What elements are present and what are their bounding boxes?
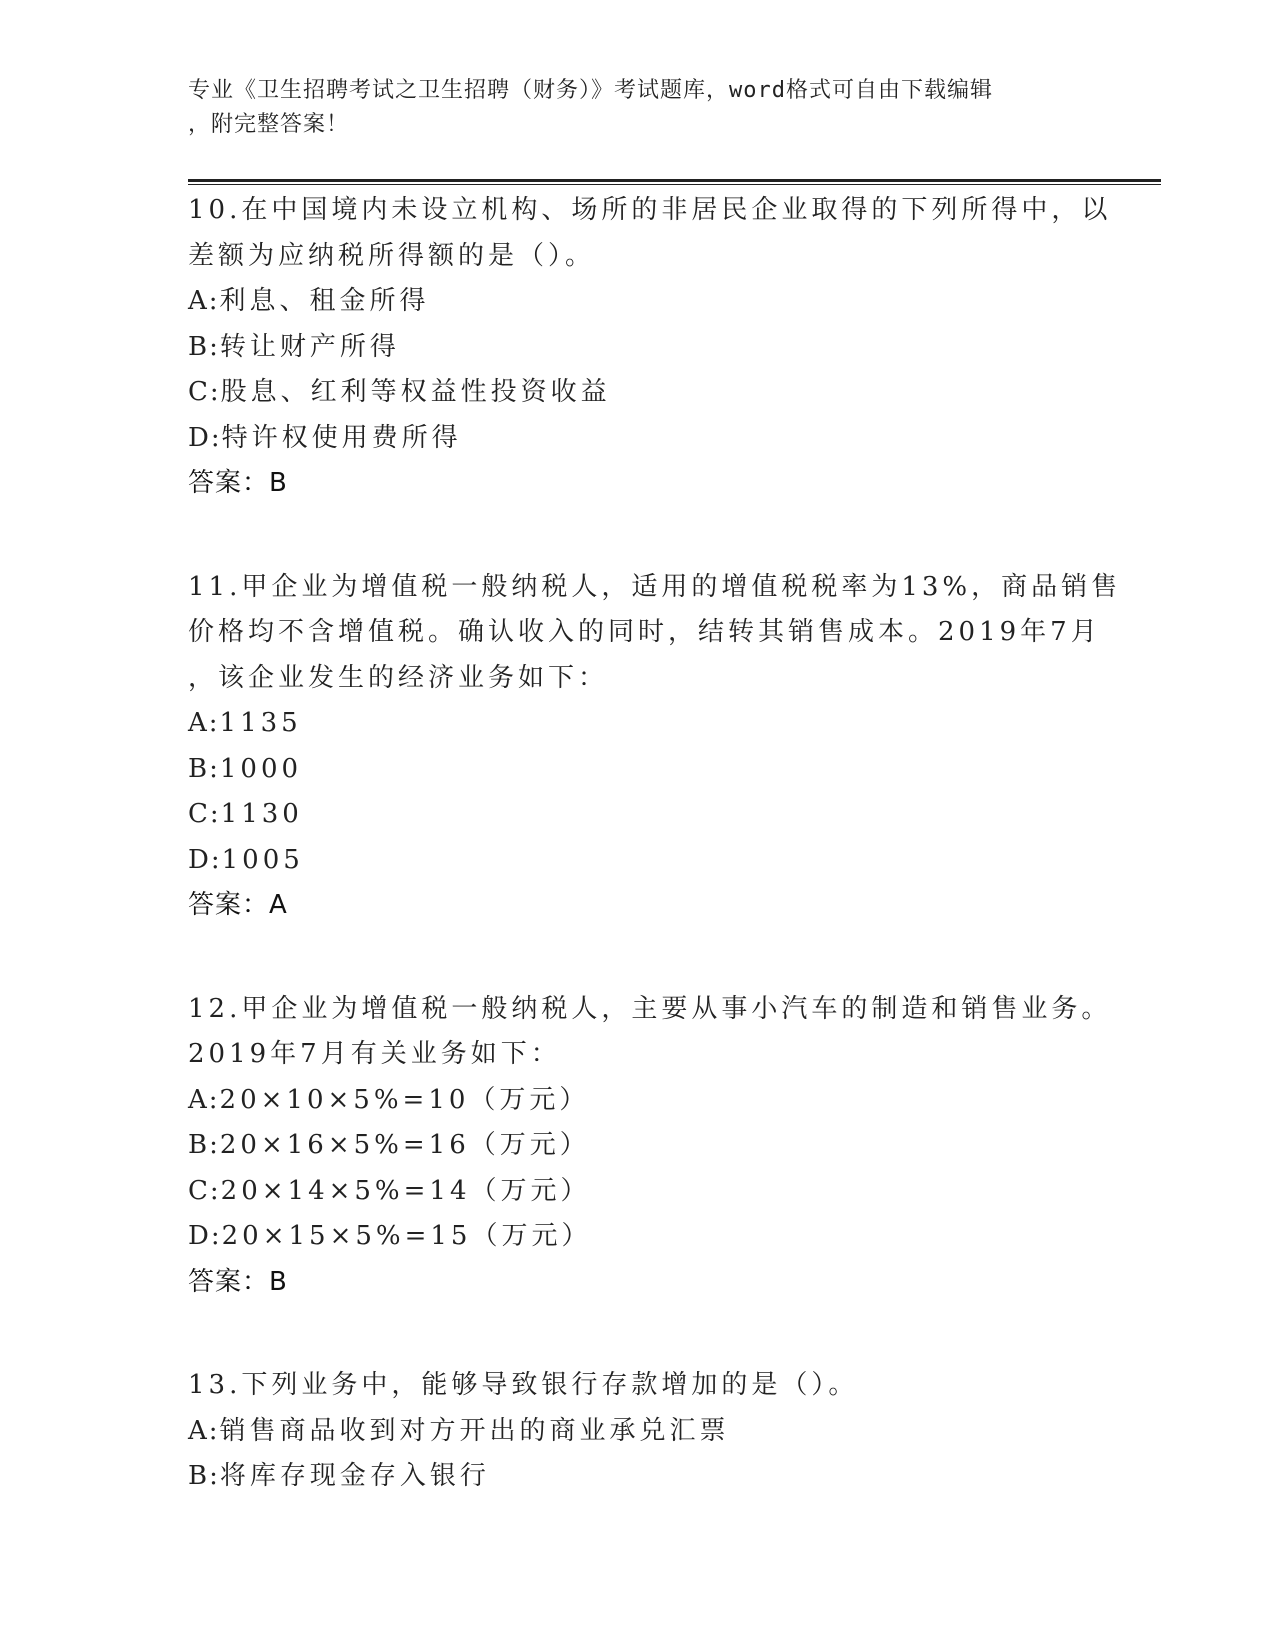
- option-text: 20×10×5%=10（万元）: [219, 1084, 590, 1115]
- question-stem-line: 13.下列业务中，能够导致银行存款增加的是（）。: [188, 1370, 859, 1400]
- option-a: [188, 1078, 1088, 1124]
- answer-line: 答案：B: [188, 468, 288, 498]
- option-text: 20×16×5%=16（万元）: [219, 1130, 590, 1160]
- option-label: A:: [188, 1415, 220, 1446]
- option-c: [188, 792, 1088, 838]
- option-label: B:: [188, 331, 220, 362]
- question-stem-line: 2019年7月有关业务如下：: [188, 1039, 561, 1069]
- option-label: D:: [188, 1221, 222, 1251]
- option-label: C:: [188, 377, 221, 407]
- question-list: [188, 188, 1122, 1558]
- option-label: A:: [188, 286, 220, 316]
- option-label: D:: [188, 844, 222, 875]
- question-stem-line: 12.甲企业为增值税一般纳税人，主要从事小汽车的制造和销售业务。: [188, 993, 1112, 1024]
- question-stem-line: 价格均不含增值税。确认收入的同时，结转其销售成本。2019年7月: [188, 617, 1101, 647]
- option-text: 20×15×5%=15（万元）: [221, 1221, 592, 1251]
- option-a: [188, 1409, 1088, 1455]
- question-13: [188, 1363, 1088, 1500]
- option-text: 1130: [220, 799, 303, 829]
- document-header: [188, 74, 1068, 142]
- option-label: D:: [188, 422, 222, 453]
- option-text: 转让财产所得: [219, 331, 400, 362]
- option-b: [188, 1454, 1088, 1500]
- option-b: [188, 1123, 1088, 1169]
- question-12: [188, 987, 1112, 1306]
- question-10: [188, 188, 1112, 507]
- option-label: B:: [188, 753, 220, 784]
- option-text: 特许权使用费所得: [221, 422, 462, 453]
- question-stem-line: 11.甲企业为增值税一般纳税人，适用的增值税税率为13%，商品销售: [188, 571, 1122, 602]
- option-label: A:: [188, 1084, 220, 1115]
- option-d: [188, 1214, 1088, 1260]
- option-d: [188, 838, 1088, 884]
- question-stem-line: 10.在中国境内未设立机构、场所的非居民企业取得的下列所得中，以: [188, 195, 1112, 225]
- question-stem-line: ，该企业发生的经济业务如下：: [188, 662, 609, 693]
- option-text: 利息、租金所得: [219, 286, 430, 316]
- option-b: [188, 325, 1088, 371]
- option-text: 1135: [219, 708, 302, 738]
- option-text: 1005: [221, 844, 304, 875]
- option-label: A:: [188, 708, 220, 738]
- option-label: B:: [188, 1130, 220, 1160]
- option-b: [188, 747, 1088, 793]
- option-a: [188, 279, 1088, 325]
- option-text: 20×14×5%=14（万元）: [220, 1175, 591, 1206]
- header-line-2: ，附完整答案！: [188, 112, 350, 137]
- option-c: [188, 370, 1088, 416]
- answer-line: 答案：B: [188, 1266, 288, 1297]
- option-label: C:: [188, 799, 221, 829]
- header-divider-thick: [188, 179, 1161, 182]
- header-divider-thin: [188, 184, 1161, 185]
- answer-line: 答案：A: [188, 890, 288, 920]
- question-stem-line: 差额为应纳税所得额的是（）。: [188, 240, 596, 271]
- option-text: 将库存现金存入银行: [219, 1461, 490, 1491]
- option-d: [188, 416, 1088, 462]
- option-a: [188, 701, 1088, 747]
- option-c: [188, 1169, 1088, 1215]
- option-text: 1000: [219, 753, 303, 784]
- option-text: 销售商品收到对方开出的商业承兑汇票: [219, 1415, 730, 1446]
- question-11: [188, 565, 1122, 929]
- option-label: B:: [188, 1461, 220, 1491]
- option-label: C:: [188, 1175, 221, 1206]
- header-line-1: 专业《卫生招聘考试之卫生招聘（财务）》考试题库，word格式可自由下载编辑: [188, 78, 993, 103]
- option-text: 股息、红利等权益性投资收益: [220, 377, 611, 407]
